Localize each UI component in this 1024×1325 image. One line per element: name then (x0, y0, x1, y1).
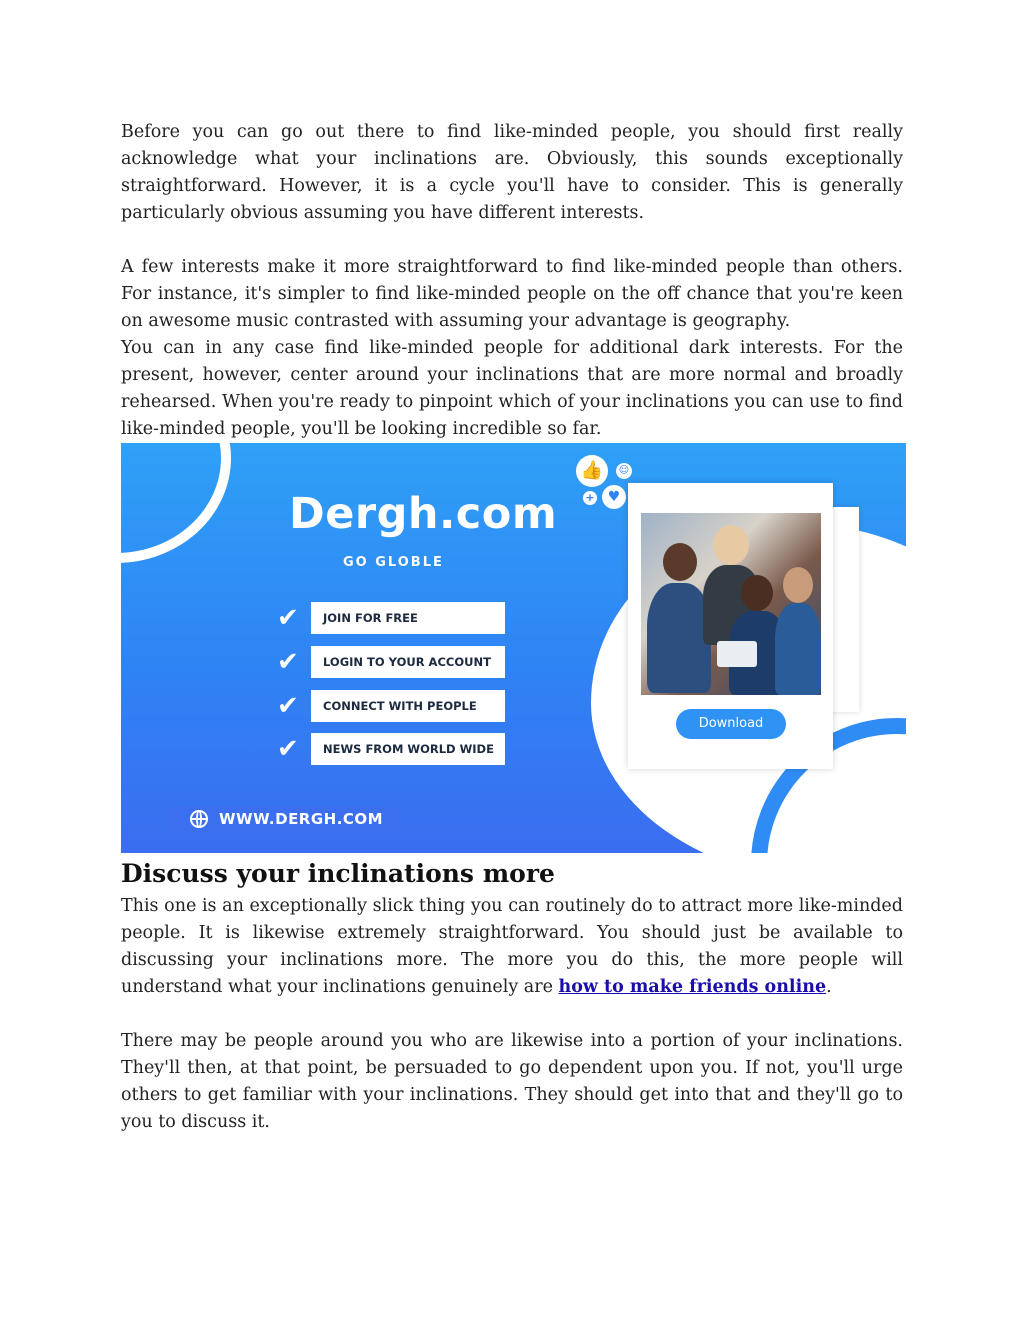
paragraph-1: Before you can go out there to find like-minded people, you should first really acknowledge what your inclinations are. Obviously, this sounds exceptionally straightforward. However, it is a cycle you'll have to consider. This is generally particularly obvious assuming you have different interests. (121, 122, 903, 223)
smiley-icon: ☺ (616, 463, 632, 479)
menu-label: NEWS FROM WORLD WIDE (323, 742, 494, 756)
plus-icon: + (583, 491, 597, 505)
download-button[interactable]: Download (676, 709, 786, 739)
paragraph-2: A few interests make it more straightforward to find like-minded people than others. For instance, it's simpler to find like-minded people on the off chance that you're keen on awesome music contrasted with assuming your advantage is geography. (121, 257, 903, 331)
thumbs-up-icon: 👍 (576, 455, 608, 487)
website-url: WWW.DERGH.COM (219, 810, 384, 828)
decorative-ring (121, 443, 231, 563)
menu-item-join (277, 602, 507, 634)
paragraph-4-text: This one is an exceptionally slick thing you can routinely do to attract more like-minded people. It is likewise extremely straightforward. You should just be available to discussing your inclinations more. The more you do this, the more people will understand what your inclinations genuinely are (121, 896, 903, 997)
website-url-pill (166, 806, 401, 833)
paragraph-5: There may be people around you who are likewise into a portion of your inclinations. They'll then, at that point, be persuaded to go dependent upon you. If not, you'll urge others to get familiar with your inclinations. They should get into that and they'll go to you to discuss it. (121, 1031, 903, 1132)
check-icon: ✔ (277, 691, 299, 721)
heart-icon: ♥ (602, 485, 626, 509)
check-icon: ✔ (277, 647, 299, 677)
app-card (628, 483, 833, 769)
menu-item-login (277, 646, 507, 678)
brand-tagline: GO GLOBLE (343, 555, 444, 570)
people-photo (641, 513, 821, 695)
dergh-banner-image (121, 443, 906, 853)
globe-icon (190, 810, 208, 828)
menu-label: CONNECT WITH PEOPLE (323, 699, 477, 713)
brand-logo-text: Dergh.com (289, 489, 558, 539)
menu-label: LOGIN TO YOUR ACCOUNT (323, 655, 491, 669)
paragraph-3: You can in any case find like-minded people for additional dark interests. For the present, however, center around your inclinations that are more normal and broadly rehearsed. When you're ready to pinpoint which of your inclinations you can use to find like-minded people, you'll be looking incredible so far. (121, 338, 903, 439)
paragraph-4 (121, 893, 903, 1001)
check-icon: ✔ (277, 734, 299, 764)
menu-item-connect (277, 690, 507, 722)
menu-label: JOIN FOR FREE (323, 611, 418, 625)
paragraph-4-end: . (826, 977, 832, 997)
section-heading: Discuss your inclinations more (121, 859, 555, 888)
friends-online-link[interactable]: how to make friends online (558, 977, 827, 997)
check-icon: ✔ (277, 603, 299, 633)
document-page (121, 119, 903, 1136)
menu-item-news (277, 733, 507, 765)
